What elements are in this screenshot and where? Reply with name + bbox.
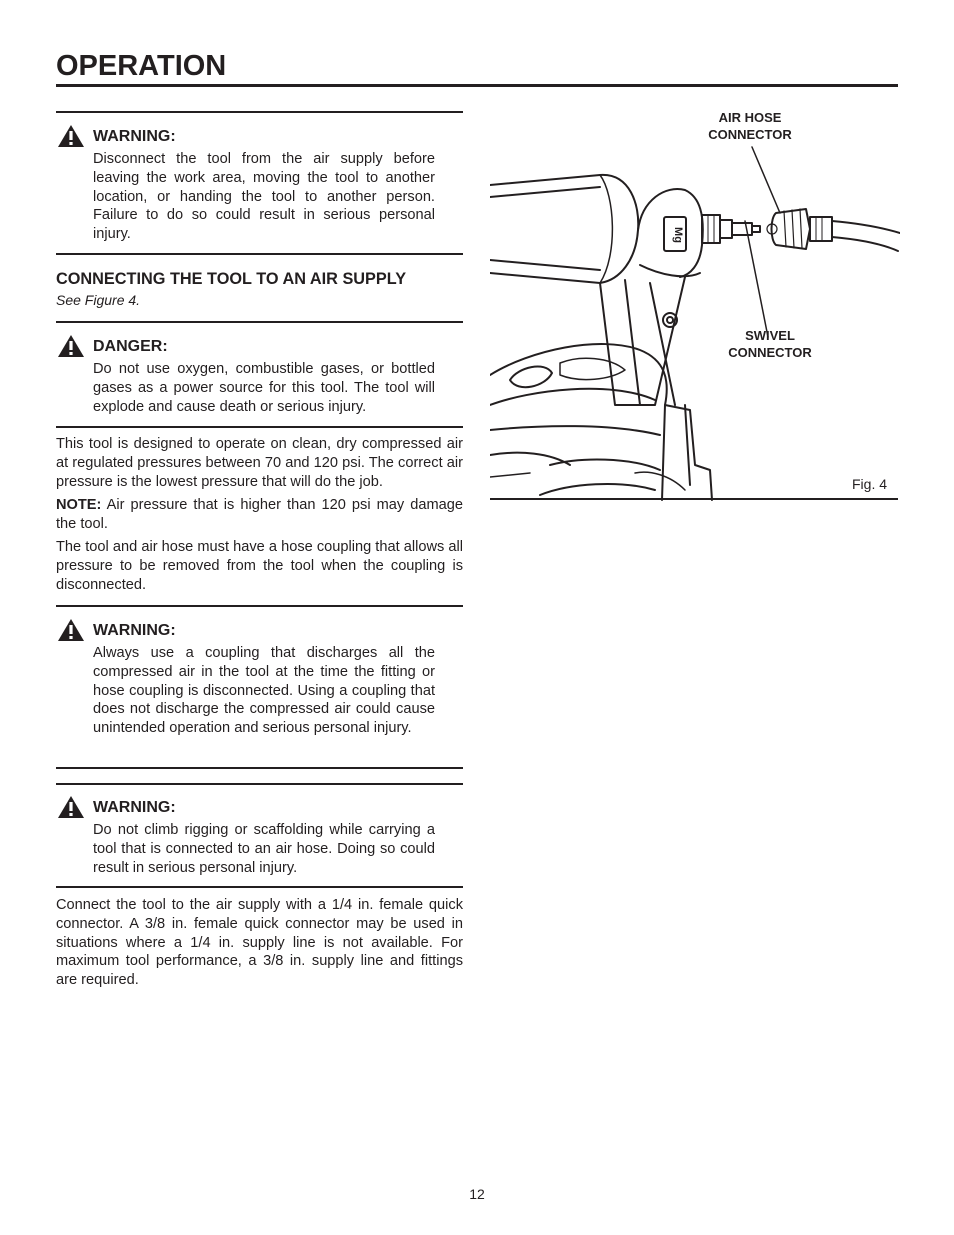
divider — [56, 767, 463, 769]
danger-text: Do not use oxygen, combustible gases, or bottled gases as a power source for this tool. The tool will explode and cause death or serious injury. — [93, 361, 435, 415]
warning-heading: WARNING: — [93, 622, 176, 639]
page-number: 12 — [469, 1186, 485, 1202]
divider — [56, 253, 463, 255]
note-label: NOTE: — [56, 497, 102, 513]
paragraph-air-pressure: This tool is designed to operate on clean, dry compressed air at regulated pressures between 70 and 120 psi. The correct air pressure is the lowest pressure that will do the job. — [56, 436, 463, 490]
figure-nailer-air-connection — [490, 105, 900, 505]
warning-box-rigging — [56, 795, 463, 885]
note-paragraph — [56, 496, 463, 534]
warning-text: Disconnect the tool from the air supply before leaving the work area, moving the tool to another location, or handing the tool to another person. Failure to do so could result in serious personal injury. — [93, 151, 435, 243]
callout-swivel-connector: SWIVEL CONNECTOR — [728, 328, 812, 360]
warning-triangle-icon — [57, 124, 85, 148]
page-title: OPERATION — [56, 50, 227, 82]
warning-text: Do not climb rigging or scaffolding while carrying a tool that is connected to an air hose. Doing so could result in serious personal injury. — [93, 822, 435, 876]
figure-rule — [490, 498, 898, 500]
note-text: Air pressure that is higher than 120 psi may damage the tool. — [56, 497, 463, 532]
figure-caption: Fig. 4 — [852, 476, 888, 492]
warning-box-coupling — [56, 618, 463, 763]
divider — [56, 111, 463, 113]
warning-triangle-icon — [57, 334, 85, 358]
danger-box — [56, 334, 463, 424]
warning-triangle-icon — [57, 795, 85, 819]
divider — [56, 426, 463, 428]
paragraph-connect-supply: Connect the tool to the air supply with a 1/4 in. female quick connector. A 3/8 in. female quick connector may be used in situations where a 1/4 in. supply line is not available. For maximum tool performance, a 3/8 in. supply line and fittings are required. — [56, 897, 463, 989]
danger-heading: DANGER: — [93, 338, 168, 355]
paragraph-hose-coupling: The tool and air hose must have a hose coupling that allows all pressure to be removed from the tool when the coupling is disconnected. — [56, 539, 463, 593]
warning-text: Always use a coupling that discharges all the compressed air in the tool at the time the fitting or hose coupling is disconnected. Using a coupling that does not discharge the compressed air could cause unintended operation and serious personal injury. — [93, 645, 435, 737]
divider — [56, 605, 463, 607]
warning-box-disconnect — [56, 124, 463, 248]
tool-logo: Mg — [672, 227, 684, 243]
divider — [56, 886, 463, 888]
title-rule — [56, 84, 898, 87]
warning-triangle-icon — [57, 618, 85, 642]
figure-reference: See Figure 4. — [56, 292, 141, 308]
divider — [56, 783, 463, 785]
divider — [56, 321, 463, 323]
warning-heading: WARNING: — [93, 128, 176, 145]
callout-air-hose-connector: AIR HOSE CONNECTOR — [708, 110, 792, 142]
warning-heading: WARNING: — [93, 799, 176, 816]
section-heading: CONNECTING THE TOOL TO AN AIR SUPPLY — [56, 270, 407, 288]
